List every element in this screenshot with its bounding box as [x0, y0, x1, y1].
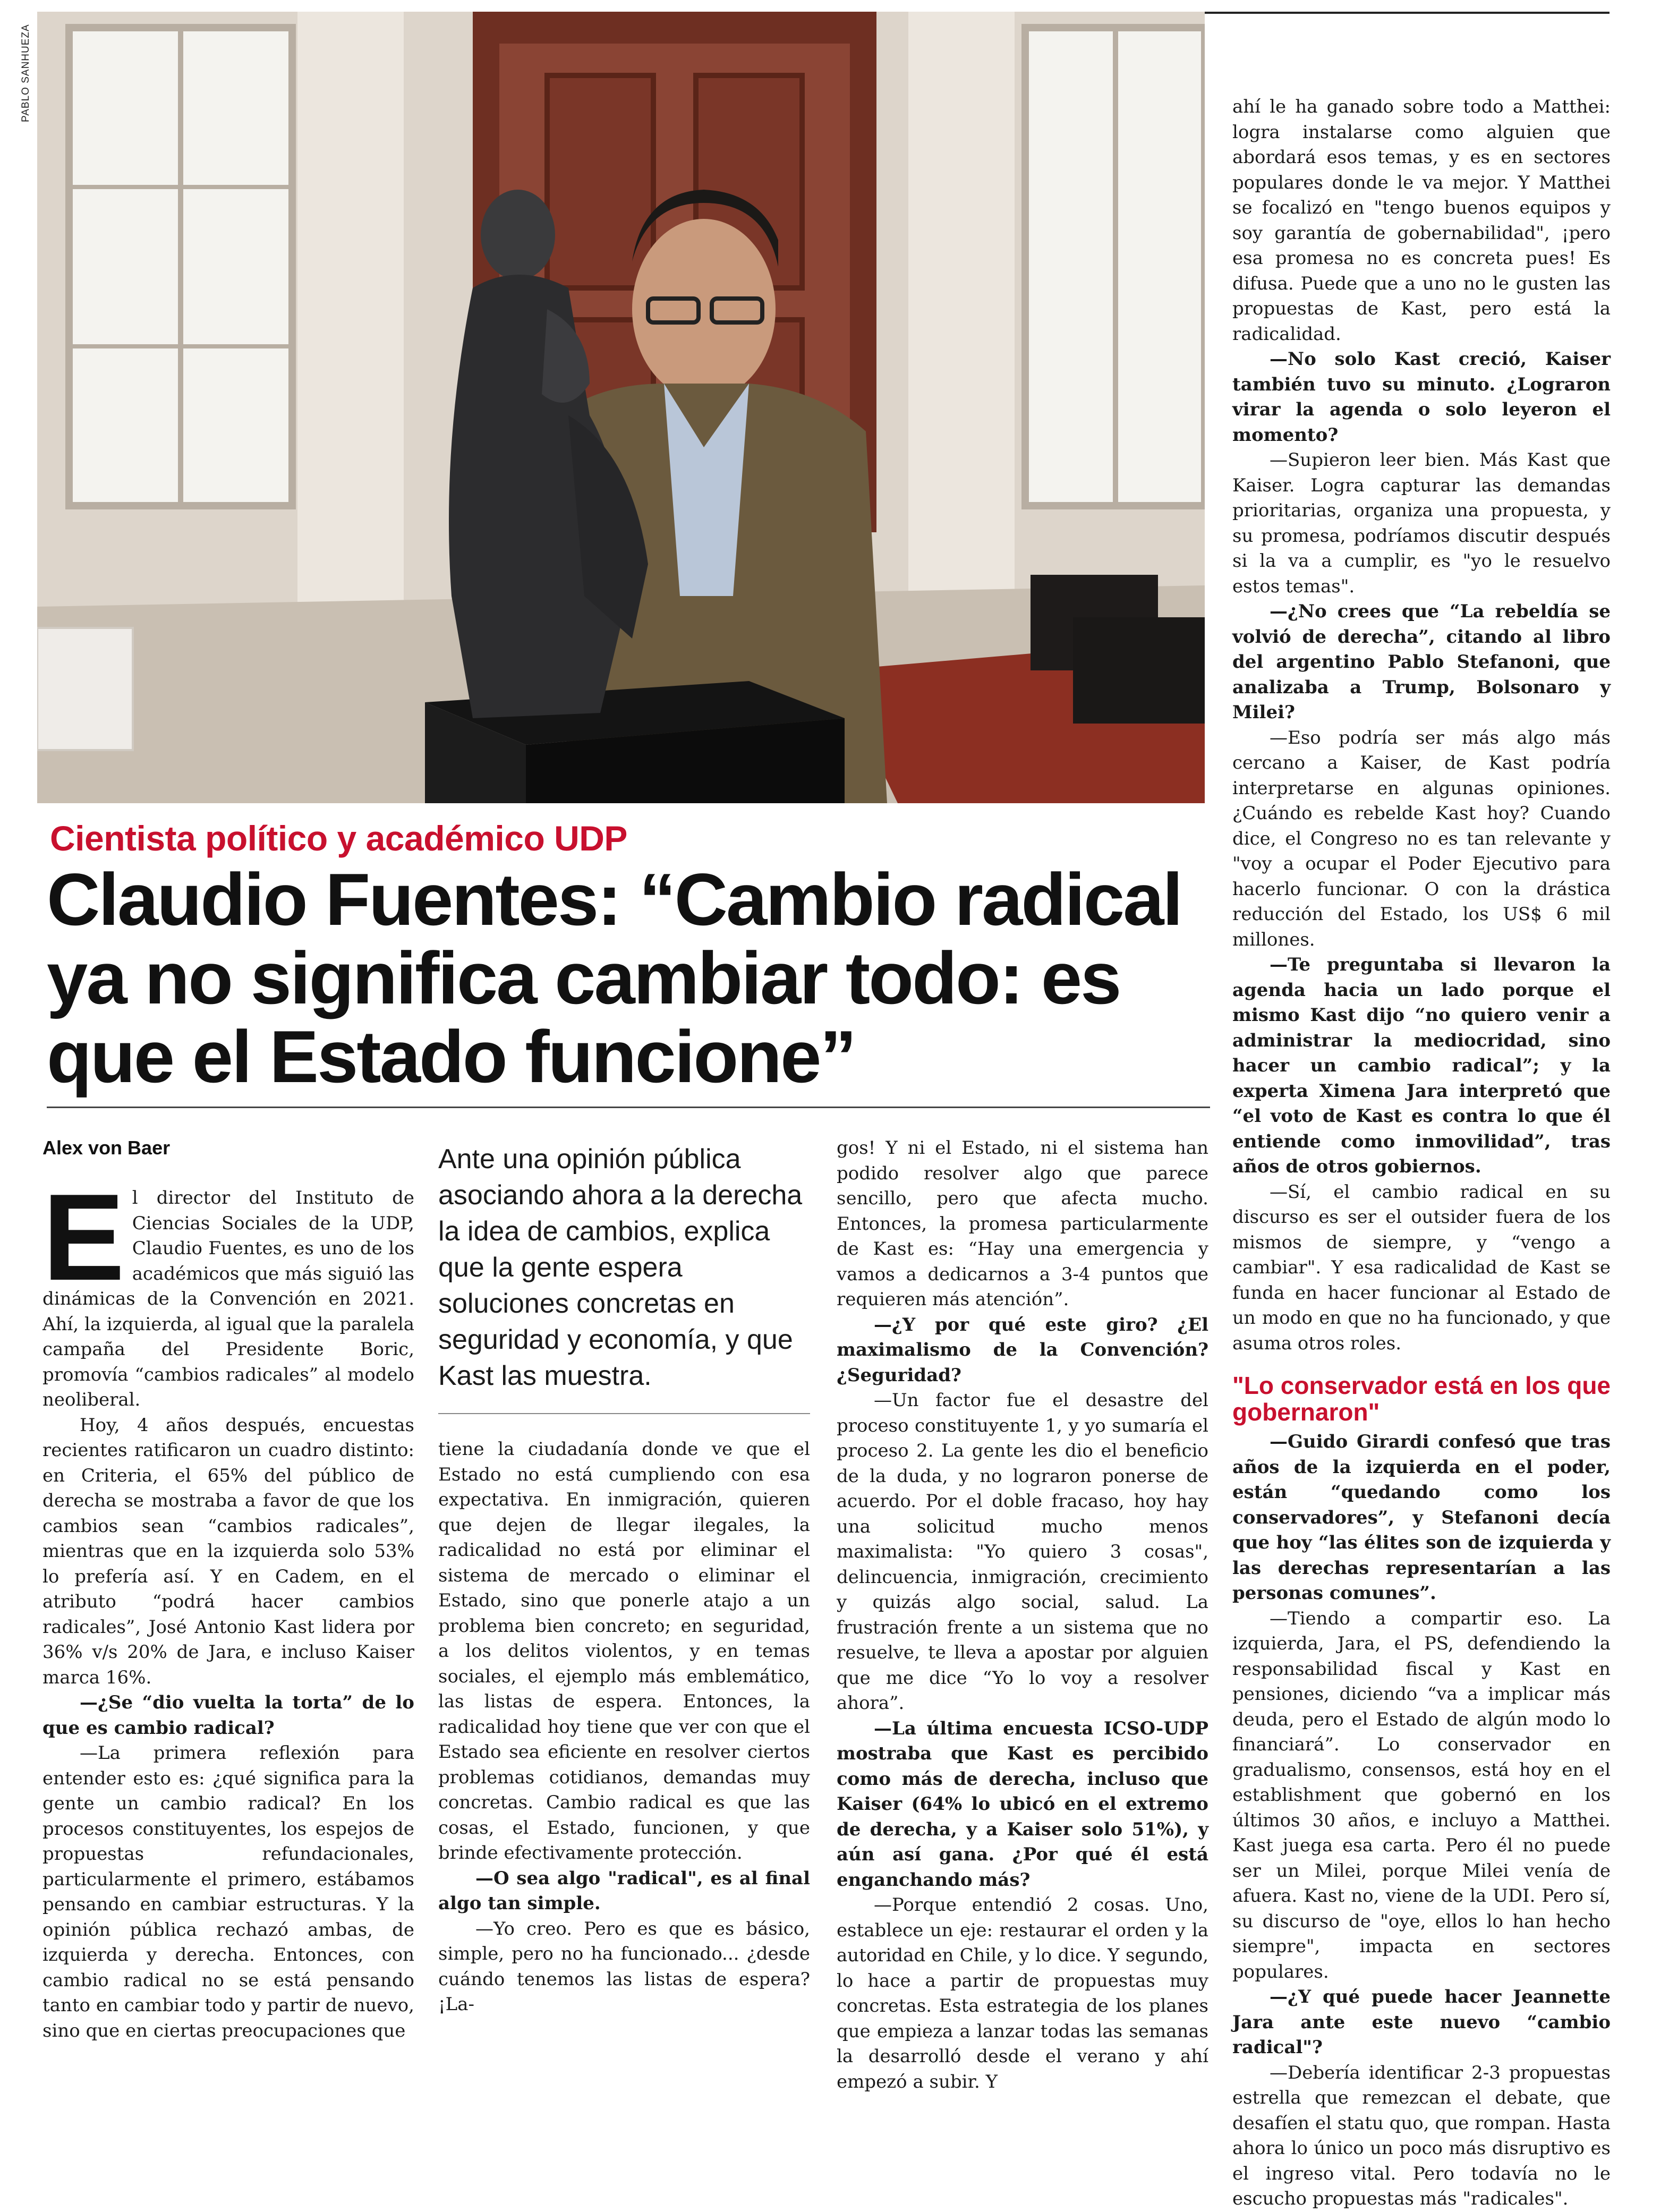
interview-question: —Guido Girardi confesó que tras años de la izquierda en el poder, están “quedando como los conservadores”, y Stefanoni decía que hoy “las élites son de izquierda y las derechas representarían a las personas comunes”.	[1232, 1431, 1611, 1604]
paragraph: ahí le ha ganado sobre todo a Matthei: logra instalarse como alguien que abordará esos temas, y es en sectores populares donde le va mejor. Y Matthei se focalizó en "tengo buenos equipos y soy garantía de gobernabilidad", ¡pero esa promesa no es concreta pues! Es difusa. Puede que a uno no le gusten las propuestas de Kast, pero está la radicalidad.	[1232, 96, 1611, 345]
interview-question: —¿Y qué puede hacer Jeannette Jara ante este nuevo “cambio radical"?	[1232, 1986, 1611, 2058]
pull-quote-divider	[438, 1413, 810, 1414]
article-kicker: Cientista político y académico UDP	[50, 819, 627, 858]
interview-question: —¿Se “dio vuelta la torta” de lo que es cambio radical?	[42, 1692, 414, 1739]
paragraph: tiene la ciudadanía donde ve que el Estado no está cumpliendo con esa expectativa. En inmigración, quieren que dejen de llegar ilegales, la radicalidad no está por eliminar el sistema de mercado o eliminar el Estado, sino que ponerle atajo a un problema bien concreto; en seguridad, a los delitos violentos, y en temas sociales, el ejemplo más emblemático, las listas de espera. Entonces, la radicalidad hoy tiene que ver con que el Estado sea eficiente en resolver ciertos problemas cotidianos, demandas muy concretas. Cambio radical es que las cosas, el Estado, funcionen, y que brinde efectivamente protección.	[438, 1439, 810, 1864]
interview-question: —La última encuesta ICSO-UDP mostraba que Kast es percibido como más de derecha, incluso que Kaiser (64% lo ubicó en el extremo de derecha, y a Kaiser solo 51%), y aún así gana. ¿Por qué él está enganchando más?	[837, 1717, 1208, 1891]
pull-quote: Ante una opinión pública asociando ahora a la derecha la idea de cambios, explica que la gente espera soluciones concretas en seguridad y economía, y que Kast las muestra.	[438, 1144, 803, 1391]
article-byline: Alex von Baer	[42, 1137, 171, 1159]
interview-question: —¿No crees que “La rebeldía se volvió de derecha”, citando al libro del argentino Pablo Stefanoni, que analizaba a Trump, Bolsonaro y Milei?	[1232, 601, 1611, 723]
paragraph: gos! Y ni el Estado, ni el sistema han podido resolver algo que parece sencillo, pero que afecta mucho. Entonces, la promesa particularmente de Kast es: “Hay una emergencia y vamos a dedicarnos a 3-4 puntos que requieren más atención”.	[837, 1137, 1208, 1310]
interview-question: —O sea algo "radical", es al final algo tan simple.	[438, 1867, 810, 1914]
interview-answer: —Un factor fue el desastre del proceso constituyente 1, y yo sumaría el proceso 2. La gente les dio el beneficio de la duda, y no lograron ponerse de acuerdo. Por el doble fracaso, hoy hay una solicitud mucho menos maximalista: "Yo quiero 3 cosas", delincuencia, inmigración, crecimiento y quizás algo social, salud. La frustración frente a un sistema que no resuelve, te lleva a apostar por alguien que me dice “Yo lo voy a resolver ahora”.	[837, 1390, 1208, 1714]
interview-answer: —Porque entendió 2 cosas. Uno, establece un eje: restaurar el orden y la autoridad en Chile, y lo dice. Y segundo, lo hace a partir de propuestas muy concretas. Esta estrategia de los planes que empieza a lanzar todas las semanas la desarrolló desde el verano y ahí empezó a subir. Y	[837, 1894, 1208, 2092]
interview-question: —No solo Kast creció, Kaiser también tuvo su minuto. ¿Lograron virar la agenda o solo leyeron el momento?	[1232, 348, 1611, 446]
column-3	[837, 1136, 1208, 2095]
interview-question: —Te preguntaba si llevaron la agenda hacia un lado porque el mismo Kast dijo “no quiero venir a administrar la mediocridad, sino hacer un cambio radical”; y la experta Ximena Jara interpretó que “el voto de Kast es contra lo que él entiende como inmovilidad”, tras años de otros gobiernos.	[1232, 954, 1611, 1177]
interview-answer: —Sí, el cambio radical en su discurso es ser el outsider fuera de los mismos de siempre, y “vengo a cambiar". Y esa radicalidad de Kast se funda en hacer funcionar al Estado de un modo en que no ha funcionado, y que asuma otros roles.	[1232, 1181, 1611, 1354]
drop-cap: E	[42, 1169, 125, 1306]
article-headline: Claudio Fuentes: “Cambio radical ya no significa cambiar todo: es que el Estado funcione”	[47, 858, 1182, 1098]
column-4	[1232, 95, 1611, 2212]
interview-answer: —Yo creo. Pero es que es básico, simple, pero no ha funcionado... ¿desde cuándo tenemos las listas de espera? ¡La-	[438, 1918, 810, 2015]
top-rule	[1205, 12, 1610, 14]
paragraph: Hoy, 4 años después, encuestas recientes ratificaron un cuadro distinto: en Criteria, el 65% del público de derecha se mostraba a favor de que los cambios sean “cambios radicales”, mientras que en la izquierda solo 53% lo prefería así. Y en Cadem, en el atributo “podrá hacer cambios radicales”, José Antonio Kast lidera por 36% v/s 20% de Jara, e incluso Kaiser marca 16%.	[42, 1414, 414, 1688]
column-1	[42, 1169, 414, 2044]
article-photo	[37, 12, 1205, 803]
interview-answer: —Eso podría ser más algo más cercano a Kaiser, de Kast podría interpretarse en algunas opiniones. ¿Cuándo es rebelde Kast hoy? Cuando dice, el Congreso no es tan relevante y "voy a ocupar el Poder Ejecutivo para hacerlo funcionar. O con la drástica reducción del Estado, los US$ 6 mil millones.	[1232, 727, 1611, 950]
photo-credit: PABLO SANHUEZA	[20, 24, 31, 122]
interview-answer: —La primera reflexión para entender esto es: ¿qué significa para la gente un cambio radical? En los procesos constituyentes, los espejos de propuestas refundacionales, particularmente el primero, estábamos pensando en cambiar estructuras. Y la opinión pública rechazó ambas, de izquierda y derecha. Entonces, con cambio radical no se está pensando tanto en cambiar todo y partir de nuevo, sino que en ciertas preocupaciones que	[42, 1742, 414, 2041]
section-subhead: "Lo conservador está en los que gobernaron"	[1232, 1372, 1611, 1426]
interview-answer: —Supieron leer bien. Más Kast que Kaiser. Logra capturar las demandas prioritarias, organiza una propuesta, y su promesa, podríamos discutir después si la va a cumplir, es "yo le resuelvo estos temas".	[1232, 449, 1611, 597]
interview-question: —¿Y por qué este giro? ¿El maximalismo de la Convención? ¿Seguridad?	[837, 1314, 1208, 1386]
photo-illustration	[37, 12, 1205, 803]
interview-answer: —Tiendo a compartir eso. La izquierda, Jara, el PS, defendiendo la responsabilidad fiscal y Kast en pensiones, diciendo “va a implicar más deuda, pero el Estado de algún modo lo financiará”. Lo conservador en gradualismo, consensos, está hoy en el establishment que gobernó en los últimos 30 años, e incluyo a Matthei. Kast juega esa carta. Pero él no puede ser un Milei, porque Milei venía de afuera. Kast no, viene de la UDI. Pero sí, su discurso de "oye, ellos lo han hecho siempre", impacta en sectores populares.	[1232, 1607, 1611, 1983]
column-2	[438, 1437, 810, 2018]
interview-answer: —Debería identificar 2-3 propuestas estrella que remezcan el debate, que desafíen el statu quo, que rompan. Hasta ahora lo único un poco más disruptivo es el ingreso vital. Pero todavía no le escucho propuestas más "radicales".	[1232, 2062, 1611, 2209]
headline-divider	[47, 1107, 1210, 1108]
paragraph-lead: El director del Instituto de Ciencias Sociales de la UDP, Claudio Fuentes, es uno de los académicos que más siguió las dinámicas de la Convención en 2021. Ahí, la izquierda, al igual que la paralela campaña del Presidente Boric, promovía “cambios radicales” al modelo neoliberal.	[42, 1169, 414, 1410]
